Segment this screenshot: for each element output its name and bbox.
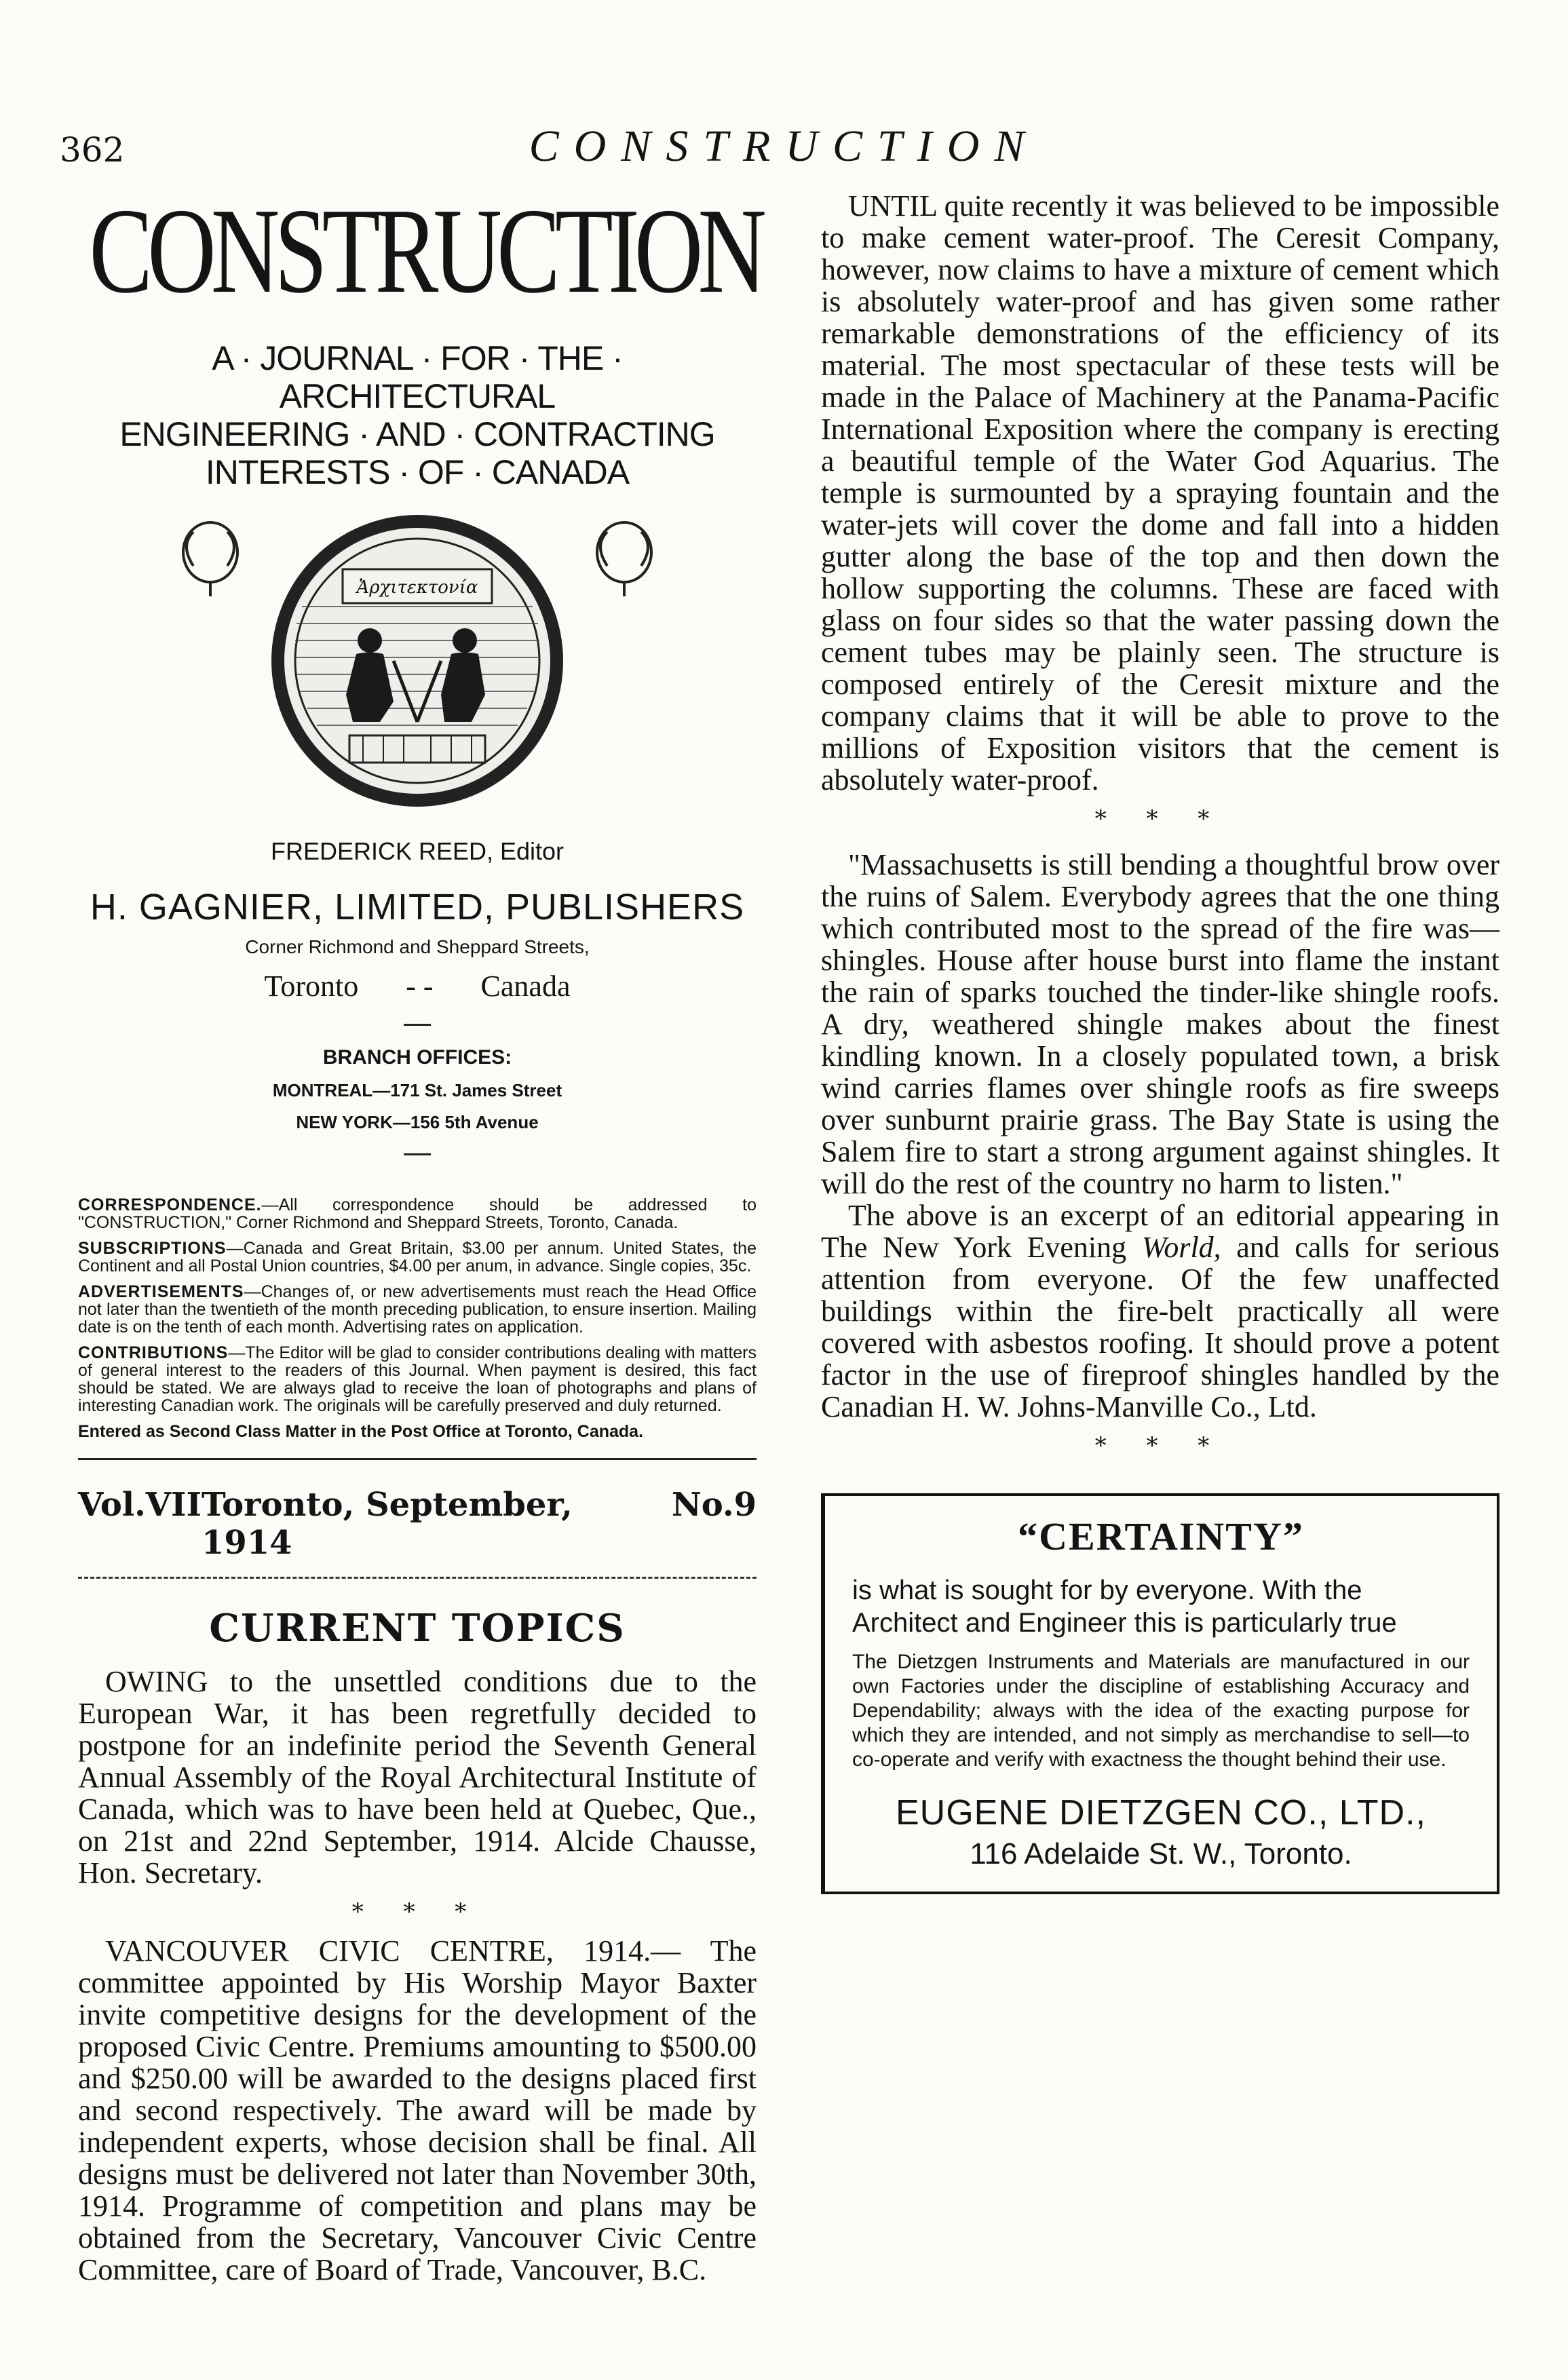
article-editorial-note bbox=[821, 1199, 1499, 1423]
notice-entered: Entered as Second Class Matter in the Post Office at Toronto, Canada. bbox=[78, 1422, 644, 1441]
notice-text: —All correspondence should be addressed to "CONSTRUCTION," Corner Richmond and Sheppard Streets, Toronto, Canada. bbox=[78, 1195, 757, 1232]
left-column bbox=[78, 183, 762, 2286]
city-dash: - - bbox=[406, 970, 434, 1003]
notice-text: —Canada and Great Britain, $3.00 per annum. United States, the Continent and all Postal Union countries, $4.00 per anum, in advance. Single copies, 35c. bbox=[78, 1239, 757, 1275]
masthead-subtitle-line: INTERESTS · OF · CANADA bbox=[205, 453, 630, 491]
right-column bbox=[821, 190, 1499, 1894]
masthead-title: CONSTRUCTION bbox=[89, 183, 762, 318]
current-topics-heading: CURRENT TOPICS bbox=[209, 1606, 626, 1651]
notice-correspondence bbox=[78, 1196, 757, 1231]
section-separator: * * * bbox=[1094, 805, 1226, 832]
ad-company: EUGENE DIETZGEN CO., LTD., bbox=[895, 1793, 1426, 1832]
running-head: CONSTRUCTION bbox=[529, 121, 1039, 171]
notice-text: —The Editor will be glad to consider contributions dealing with matters of general interest to the readers of this Journal. When payment is desired, this fact should be stated. We are always glad to receive the loan of photographs and plans of interesting Canadian work. The originals will be carefully preserved and duly returned. bbox=[78, 1343, 757, 1415]
divider bbox=[404, 1153, 431, 1155]
architecture-seal bbox=[78, 505, 757, 810]
country: Canada bbox=[480, 970, 571, 1003]
notice-subscriptions bbox=[78, 1240, 757, 1275]
notice-contributions bbox=[78, 1344, 757, 1415]
ad-lead: is what is sought for by everyone. With the Architect and Engineer this is particularly true bbox=[852, 1575, 1397, 1638]
ad-title: “CERTAINTY” bbox=[1018, 1514, 1304, 1558]
right-laurel-icon bbox=[597, 522, 651, 596]
dietzgen-advertisement bbox=[821, 1493, 1499, 1894]
article-ceresit: UNTIL quite recently it was believed to be impossible to make cement water-proof. The Ceresit Company, however, now claims to have a mixture of cement which is absolutely water-proof and has given some rather remarkable demonstrations of the efficiency of its material. The most spectacular of these tests will be made in the Palace of Machinery at the Panama-Pacific International Exposition where the company is erecting a beautiful temple of the Water God Aquarius. The temple is surmounted by a spraying fountain and the water-jets will cover the dome and fall into a hidden gutter along the base of the top and then down the hollow supporting the columns. These are faced with glass on four sides so that the water passing down the cement tubes may be plainly seen. The structure is composed entirely of the Ceresit mixture and the company claims that it will be able to prove to the millions of Exposition visitors that the cement is absolutely water-proof. bbox=[821, 189, 1499, 796]
issue-number: No.9 bbox=[671, 1486, 757, 1524]
volume-top-rule bbox=[78, 1458, 757, 1460]
branch-offices-heading: BRANCH OFFICES: bbox=[322, 1046, 512, 1069]
masthead bbox=[78, 183, 762, 491]
publisher-address: Corner Richmond and Sheppard Streets, bbox=[245, 936, 590, 957]
notice-label: CONTRIBUTIONS bbox=[78, 1343, 229, 1362]
left-laurel-icon bbox=[183, 522, 237, 596]
notice-label: ADVERTISEMENTS bbox=[78, 1282, 244, 1301]
editorial-text: The above is an excerpt of an editorial appearing in The New York Evening bbox=[821, 1199, 1499, 1264]
seal-inscription: Ἀρχιτεκτονία bbox=[356, 577, 478, 598]
ad-address: 116 Adelaide St. W., Toronto. bbox=[970, 1837, 1352, 1870]
volume-line bbox=[78, 1486, 757, 1562]
masthead-subtitle-line: A · JOURNAL · FOR · THE · ARCHITECTURAL bbox=[212, 339, 623, 415]
masthead-subtitle-line: ENGINEERING · AND · CONTRACTING bbox=[119, 415, 715, 453]
notices-block bbox=[78, 1196, 757, 1440]
article-salem-quote: "Massachusetts is still bending a thoughtful brow over the ruins of Salem. Everybody agrees that the one thing which contributed most to the spread of the fire was—shingles. House after house burst into flame the instant the rain of sparks touched the tinder-like shingle roofs. A dry, weathered shingle makes about the finest kindling known. In a closely populated town, a brisk wind carries flames over shingle roofs as fire sweeps over sunburnt prairie grass. The Bay State is using the Salem fire to start a strong argument against shingles. It will do the rest of the country no harm to listen." bbox=[821, 848, 1499, 1200]
newspaper-name: World, bbox=[1141, 1231, 1221, 1264]
volume-place-date: Toronto, September, 1914 bbox=[201, 1486, 573, 1562]
publisher-name: H. GAGNIER, LIMITED, PUBLISHERS bbox=[90, 887, 745, 927]
topic-paragraph-war: OWING to the unsettled conditions due to the European War, it has been regretfully decided to postpone for an indefinite period the Seventh General Annual Assembly of the Royal Architectural Institute of Canada, which was to have been held at Quebec, Que., on 21st and 22nd September, 1914. Alcide Chausse, Hon. Secretary. bbox=[78, 1665, 757, 1889]
office-newyork: NEW YORK—156 5th Avenue bbox=[296, 1112, 539, 1132]
city: Toronto bbox=[264, 970, 359, 1003]
section-separator: * * * bbox=[351, 1898, 483, 1925]
notice-advertisements bbox=[78, 1283, 757, 1336]
divider bbox=[404, 1024, 431, 1026]
notice-text: —Changes of, or new advertisements must reach the Head Office not later than the twentieth of the month preceding publication, to ensure insertion. Mailing date is on the tenth of each month. Advertising rates on application. bbox=[78, 1282, 757, 1337]
volume-number: Vol.VII bbox=[78, 1486, 202, 1524]
page-number: 362 bbox=[60, 130, 125, 170]
editor-line: FREDERICK REED, Editor bbox=[270, 837, 565, 865]
office-montreal: MONTREAL—171 St. James Street bbox=[272, 1080, 562, 1100]
seal-emblem bbox=[78, 505, 757, 810]
masthead-subtitle bbox=[78, 339, 757, 491]
notice-label: SUBSCRIPTIONS bbox=[78, 1239, 227, 1258]
section-separator: * * * bbox=[1094, 1432, 1226, 1459]
notice-label: CORRESPONDENCE. bbox=[78, 1195, 262, 1214]
page-header bbox=[0, 114, 1568, 189]
city-row bbox=[78, 969, 757, 1003]
volume-bottom-rule bbox=[78, 1577, 757, 1579]
topic-paragraph-vancouver: VANCOUVER CIVIC CENTRE, 1914.— The committee appointed by His Worship Mayor Baxter invite competitive designs for the development of the proposed Civic Centre. Premiums amounting to $500.00 and $250.00 will be awarded to the designs placed first and second respectively. The award will be made by independent experts, whose decision shall be final. All designs must be delivered not later than November 30th, 1914. Programme of competition and plans may be obtained from the Secretary, Vancouver Civic Centre Committee, care of Board of Trade, Vancouver, B.C. bbox=[78, 1934, 757, 2286]
ad-body: The Dietzgen Instruments and Materials are manufactured in our own Factories under the discipline of establishing Accuracy and Dependability; always with the idea of the exacting purpose for which they are intended, and not simply as merchandise to sell—to co-operate and verify with exactness the thought behind their use. bbox=[852, 1651, 1470, 1771]
editorial-text: and calls for serious attention from everyone. Of the few unaffected buildings within the fire-belt practically all were covered with asbestos roofing. It should prove a potent factor in the use of fireproof shingles handled by the Canadian H. W. Johns-Manville Co., Ltd. bbox=[821, 1231, 1499, 1423]
